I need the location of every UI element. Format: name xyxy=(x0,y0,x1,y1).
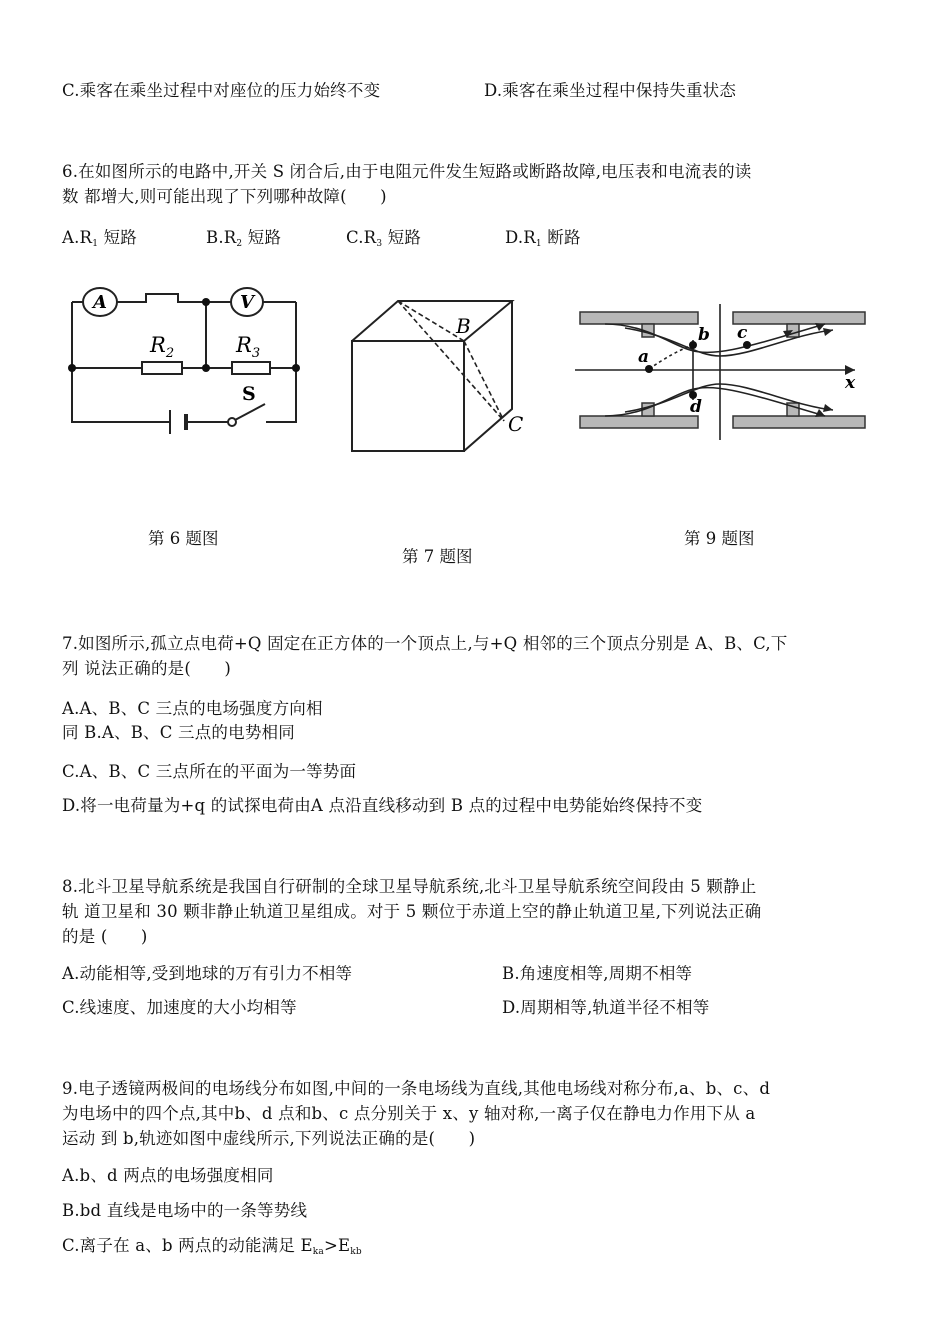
q6-option-a: $A.R_1$ 短路 xyxy=(62,228,137,249)
q8-option-a: A.动能相等,受到地球的万有引力不相等 xyxy=(62,964,353,983)
resistor-r2-label: $R_2$ xyxy=(150,333,175,361)
point-c-label: C xyxy=(508,412,524,436)
q9-option-b: B.bd 直线是电场中的一条等势线 xyxy=(62,1201,308,1220)
battery-icon xyxy=(170,410,186,434)
q7-option-a-line2: 同 B.A、B、C 三点的电势相同 xyxy=(62,723,295,742)
q8-stem-line3: 的是 ( ) xyxy=(62,927,148,946)
resistor-r2-icon xyxy=(142,362,182,374)
svg-text:A: A xyxy=(93,292,107,313)
q6-option-b: $B.R_2$ 短路 xyxy=(206,228,282,249)
resistor-r3-icon xyxy=(232,362,270,374)
q9-stem-line3: 运动 到 b,轨迹如图中虚线所示,下列说法正确的是( ) xyxy=(62,1129,476,1148)
point-b-label: B xyxy=(456,314,471,338)
q7-stem-line2: 列 说法正确的是( ) xyxy=(62,659,232,678)
q6-stem-line1: 6.在如图所示的电路中,开关 S 闭合后,由于电阻元件发生短路或断路故障,电压表和电流表的读 xyxy=(62,162,752,181)
q7-option-d: D.将一电荷量为+q 的试探电荷由A 点沿直线移动到 B 点的过程中电势能始终保持不变 xyxy=(62,796,703,815)
q6-option-c: $C.R_3$ 短路 xyxy=(346,228,422,249)
q7-option-c: C.A、B、C 三点所在的平面为一等势面 xyxy=(62,762,357,781)
q9-stem-line1: 9.电子透镜两极间的电场线分布如图,中间的一条电场线为直线,其他电场线对称分布,a、b、c、d xyxy=(62,1079,771,1098)
q7-option-a-line1: A.A、B、C 三点的电场强度方向相 xyxy=(62,699,323,718)
q6-option-d: $D.R_1$ 断路 xyxy=(505,228,581,249)
x-axis-label: x xyxy=(845,373,856,393)
q9-stem-line2: 为电场中的四个点,其中b、d 点和b、c 点分别关于 x、y 轴对称,一离子仅在静电力作用下从 a xyxy=(62,1104,756,1123)
prev-option-c: C.乘客在乘坐过程中对座位的压力始终不变 xyxy=(62,81,381,100)
svg-text:V: V xyxy=(240,292,254,313)
figure-9-caption: 第 9 题图 xyxy=(684,529,755,548)
figure-7-caption: 第 7 题图 xyxy=(402,547,473,566)
q8-stem-line1: 8.北斗卫星导航系统是我国自行研制的全球卫星导航系统,北斗卫星导航系统空间段由 5 颗静止 xyxy=(62,877,757,896)
ammeter-icon xyxy=(83,288,117,316)
point-a-label: a xyxy=(638,347,650,367)
figure-7-cube xyxy=(340,295,540,465)
point-d-label: d xyxy=(690,397,702,417)
prev-option-d: D.乘客在乘坐过程中保持失重状态 xyxy=(484,81,737,100)
q8-option-d: D.周期相等,轨道半径不相等 xyxy=(502,998,710,1017)
figure-9-electron-lens xyxy=(575,300,875,445)
voltmeter-icon xyxy=(231,288,263,316)
q7-stem-line1: 7.如图所示,孤立点电荷+Q 固定在正方体的一个顶点上,与+Q 相邻的三个顶点分别是 A、B、C,下 xyxy=(62,634,788,653)
q8-option-b: B.角速度相等,周期不相等 xyxy=(502,964,693,983)
point-c-label: c xyxy=(737,323,748,343)
resistor-r3-label: $R_3$ xyxy=(236,333,261,361)
figure-6-caption: 第 6 题图 xyxy=(148,529,219,548)
switch-icon xyxy=(228,383,270,426)
q6-stem-line2: 数 都增大,则可能出现了下列哪种故障( ) xyxy=(62,187,387,206)
q8-option-c: C.线速度、加速度的大小均相等 xyxy=(62,998,297,1017)
q9-option-c: C.离子在 a、b 两点的动能满足 $E_{ka}>E_{kb}$ xyxy=(62,1236,362,1257)
svg-text:S: S xyxy=(242,383,256,405)
q8-stem-line2: 轨 道卫星和 30 颗非静止轨道卫星组成。对于 5 颗位于赤道上空的静止轨道卫星,下列说法正确 xyxy=(62,902,762,921)
figure-6-circuit xyxy=(60,290,310,440)
point-b-label: b xyxy=(698,325,710,345)
q9-option-a: A.b、d 两点的电场强度相同 xyxy=(62,1166,274,1185)
